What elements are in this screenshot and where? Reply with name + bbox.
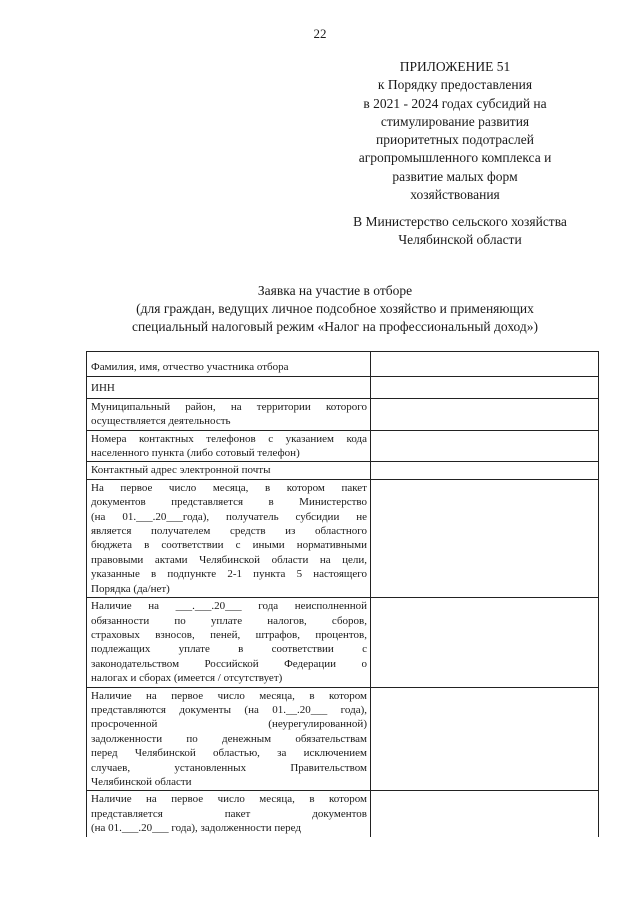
row-full-name (87, 352, 599, 377)
row-debt-before (87, 791, 599, 837)
field-label-line: На первое число месяца, в котором пакет (91, 481, 367, 494)
field-value-cell[interactable] (371, 479, 599, 597)
field-label (87, 462, 371, 479)
field-label-line: обязанности по уплате налогов, сборов, (91, 614, 367, 627)
appendix-line: развитие малых форм (392, 168, 518, 184)
title-line: (для граждан, ведущих личное подсобное хозяйство и применяющих (136, 301, 534, 316)
field-label-line: Наличие на первое число месяца, в котором (91, 689, 367, 702)
field-label-line: подлежащих уплате в соответствии с (91, 643, 367, 656)
field-label-line: документов представляется в Министерство (91, 496, 367, 509)
row-email (87, 462, 599, 479)
field-label-line: Наличие на ___.___.20___ года неисполненной (91, 600, 367, 613)
field-label-line: Наличие на первое число месяца, в котором (91, 793, 367, 806)
appendix-line: стимулирование развития (380, 113, 530, 129)
title-line: специальный налоговый режим «Налог на профессиональный доход») (131, 319, 539, 334)
field-label-line: ИНН (91, 382, 115, 395)
appendix-header (330, 58, 580, 204)
title-line: Заявка на участие в отборе (257, 283, 413, 298)
field-label-line: представляются документы (на 01.__.20___ года), (91, 703, 367, 716)
field-label-line: Контактный адрес электронной почты (91, 464, 271, 477)
field-value-cell[interactable] (371, 791, 599, 837)
field-label-line: Фамилия, имя, отчество участника отбора (91, 361, 289, 373)
application-form-table (86, 351, 599, 837)
field-label-line: Номера контактных телефонов с указанием кода (91, 432, 367, 445)
field-label-line: правовыми актами Челябинской области на цели, (91, 553, 367, 566)
field-value-cell[interactable] (371, 430, 599, 462)
field-label-line: населенного пункта (либо сотовый телефон) (91, 447, 300, 460)
appendix-line: к Порядку предоставления (377, 77, 533, 93)
page-number: 22 (313, 26, 327, 41)
field-label (87, 687, 371, 791)
appendix-line: ПРИЛОЖЕНИЕ 51 (399, 59, 511, 74)
addressee-line: Челябинской области (398, 232, 522, 248)
field-value-cell[interactable] (371, 377, 599, 398)
appendix-line: в 2021 - 2024 годах субсидий на (363, 95, 547, 111)
field-value-cell[interactable] (371, 398, 599, 430)
row-contact-phones (87, 430, 599, 462)
field-label (87, 352, 371, 377)
field-value-cell[interactable] (371, 352, 599, 377)
field-label (87, 377, 371, 398)
row-no-other-subsidies (87, 479, 599, 597)
field-label (87, 791, 371, 837)
document-title (60, 282, 610, 336)
field-label-line: бюджета в соответствии с иными нормативными (91, 539, 367, 552)
appendix-line: приоритетных подотраслей (376, 132, 534, 148)
appendix-line: агропромышленного комплекса и (358, 150, 552, 166)
addressee-line: В Министерство сельского хозяйства (353, 214, 567, 229)
field-label-line: указанные в подпункте 2-1 пункта 5 настоящего (91, 568, 367, 581)
appendix-line: хозяйствования (410, 187, 500, 203)
field-label-line: (на 01.___.20___года), получатель субсидии не (91, 510, 367, 523)
field-label-line: случаев, установленных Правительством (91, 761, 367, 774)
field-label (87, 398, 371, 430)
field-label-line: (на 01.___.20___ года), задолженности перед (91, 822, 301, 835)
field-label-line: представляется пакет документов (91, 807, 367, 820)
field-label (87, 479, 371, 597)
field-label-line: задолженности по денежным обязательствам (91, 732, 367, 745)
row-municipal-district (87, 398, 599, 430)
field-label-line: осуществляется деятельность (91, 415, 231, 428)
field-value-cell[interactable] (371, 598, 599, 687)
field-label-line: является получателем средств из областного (91, 525, 367, 538)
field-label-line: законодательством Российской Федерации о (91, 657, 367, 670)
field-value-cell[interactable] (371, 462, 599, 479)
field-label-line: налогах и сборах (имеется / отсутствует) (91, 672, 283, 685)
field-label-line: Челябинской области (91, 775, 192, 788)
row-overdue-debt (87, 687, 599, 791)
row-inn (87, 377, 599, 398)
field-label (87, 598, 371, 687)
field-label-line: Порядка (да/нет) (91, 582, 170, 595)
field-label-line: просроченной (неурегулированной) (91, 718, 367, 731)
field-label-line: перед Челябинской областью, за исключением (91, 747, 367, 760)
field-label-line: страховых взносов, пеней, штрафов, процентов, (91, 628, 367, 641)
addressee (320, 213, 600, 250)
field-label (87, 430, 371, 462)
field-value-cell[interactable] (371, 687, 599, 791)
row-tax-debt (87, 598, 599, 687)
field-label-line: Муниципальный район, на территории которого (91, 400, 367, 413)
